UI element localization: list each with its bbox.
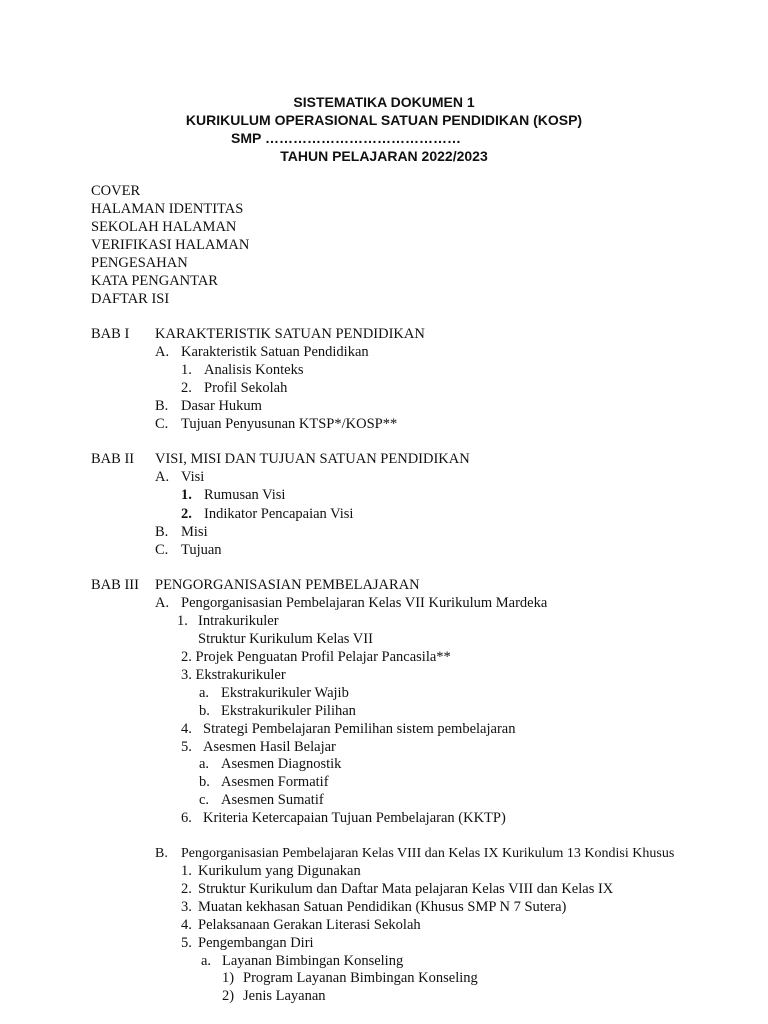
chapter-title: PENGORGANISASIAN PEMBELAJARAN <box>155 577 420 593</box>
front-matter-item: PENGESAHAN <box>91 255 188 271</box>
document-subtitle: KURIKULUM OPERASIONAL SATUAN PENDIDIKAN (KOSP) <box>185 112 583 128</box>
front-matter-item: COVER <box>91 183 141 199</box>
outline-item: 2. Projek Penguatan Profil Pelajar Pancasila** <box>181 649 451 665</box>
chapter-label: BAB I <box>91 326 130 342</box>
school-line: SMP …………………………………… <box>231 130 461 146</box>
chapter-label: BAB III <box>91 577 139 593</box>
academic-year: TAHUN PELAJARAN 2022/2023 <box>280 148 488 164</box>
front-matter-item: HALAMAN IDENTITAS <box>91 201 244 217</box>
front-matter-item: SEKOLAH HALAMAN <box>91 219 237 235</box>
chapter-title: VISI, MISI DAN TUJUAN SATUAN PENDIDIKAN <box>155 451 470 467</box>
outline-item: 3. Ekstrakurikuler <box>181 667 286 683</box>
front-matter-item: DAFTAR ISI <box>91 291 170 307</box>
front-matter-item: KATA PENGANTAR <box>91 273 218 289</box>
outline-item: Struktur Kurikulum Kelas VII <box>198 631 373 647</box>
chapter-label: BAB II <box>91 451 135 467</box>
chapter-title: KARAKTERISTIK SATUAN PENDIDIKAN <box>155 326 425 342</box>
front-matter-item: VERIFIKASI HALAMAN <box>91 237 250 253</box>
document-title: SISTEMATIKA DOKUMEN 1 <box>293 94 475 110</box>
